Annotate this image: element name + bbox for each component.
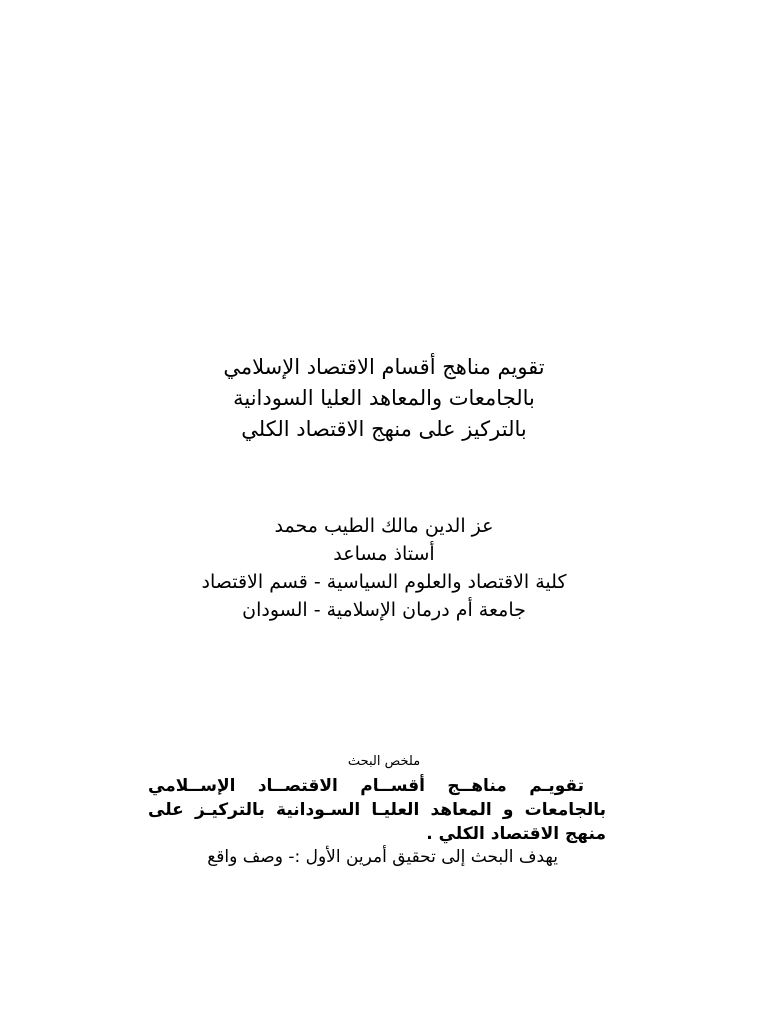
author-info xyxy=(0,512,768,624)
abstract-title-line-1: تقويـم مناهــج أقســام الاقتصــاد الإســلامي xyxy=(148,776,584,796)
author-university: جامعة أم درمان الإسلامية - السودان xyxy=(242,599,526,621)
title-line-2: بالجامعات والمعاهد العليا السودانية xyxy=(233,386,535,410)
abstract-body-text: يهدف البحث إلى تحقيق أمرين الأول :- وصف واقع xyxy=(207,847,558,867)
title-line-1: تقويم مناهج أقسام الاقتصاد الإسلامي xyxy=(223,355,545,379)
author-position: أستاذ مساعد xyxy=(333,543,435,565)
author-faculty: كلية الاقتصاد والعلوم السياسية - قسم الاقتصاد xyxy=(201,571,567,593)
author-name: عز الدين مالك الطيب محمد xyxy=(274,515,494,537)
abstract-heading: ملخص البحث xyxy=(347,754,421,769)
abstract-title-line-2: بالجامعات و المعاهد العليـا السـودانية بالتركيـز على xyxy=(148,800,606,820)
abstract-title-line-3: منهج الاقتصاد الكلي . xyxy=(426,824,606,844)
abstract-title xyxy=(148,774,606,846)
title-line-3: بالتركيز على منهج الاقتصاد الكلي xyxy=(241,417,527,441)
research-title xyxy=(0,352,768,445)
